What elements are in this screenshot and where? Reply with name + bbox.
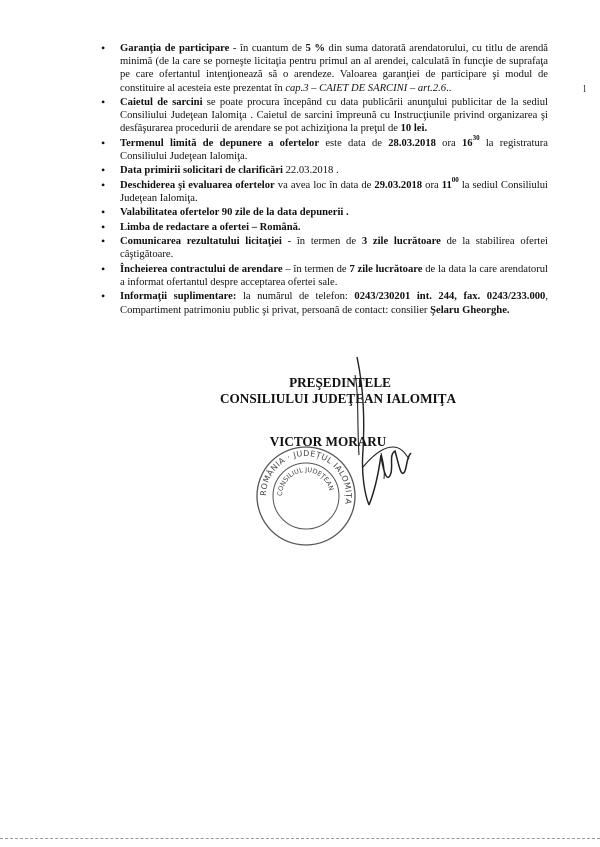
list-item-communication: • Comunicarea rezultatului licitaţiei - în termen de 3 zile lucrătoare de la stabilirea ofertei câştigătoare.: [98, 235, 548, 261]
margin-mark: l: [583, 84, 586, 95]
signatory-name: VICTOR MORARU: [269, 434, 387, 449]
list-item-opening: • Deschiderea şi evaluarea ofertelor va avea loc în data de 29.03.2018 ora $11^{00}$ la sediul Consiliului Judeţean Ialomiţa.: [98, 179, 548, 205]
list-item-language: • Limba de redactare a ofertei – Română.: [98, 221, 548, 234]
stamp-outer-text: ROMÂNIA · JUDEȚUL IALOMIȚA: [258, 448, 354, 506]
list-item-info: • Informaţii suplimentare: la numărul de telefon: 0243/230201 int. 244, fax. 0243/233.000, Compartiment patrimoniu public şi privat, persoană de contact: consilier Şelaru Gheorghe.: [98, 290, 548, 316]
handwritten-signature: [335, 355, 415, 510]
conditions-list: [98, 42, 548, 318]
page-bottom-divider: [0, 838, 600, 839]
stamp-inner-text: CONSILIUL JUDEȚEAN: [275, 465, 336, 497]
signatory-title-line2: CONSILIULUI JUDEŢEAN IALOMIŢA: [220, 391, 456, 406]
list-item-specs: • Caietul de sarcini se poate procura începând cu data publicării anunţului publicitar de la sediul Consiliului Judeţean Ialomiţa . Caietul de sarcini împreună cu Instrucţiunile privind organizarea şi desfăşurarea procedurii de arendare se pot achiziţiona la preţul de 10 lei.: [98, 96, 548, 136]
signatory-title-line1: PREŞEDINTELE: [289, 375, 391, 390]
list-item-clarifications: • Data primirii solicitari de clarificări 22.03.2018 .: [98, 164, 548, 177]
list-item-guarantee: • Garanţia de participare - în cuantum de 5 % din suma datorată arendatorului, cu titlu de arendă minimă (de la care se porneşte licitaţia pentru primul an al arendei, calculată în funcţie de suprafaţa pe care ofertantul intenţionează să o arendeze. Valoarea garanţiei de participare şi modul de constituire al acesteia este prezentat în cap.3 – CAIET DE SARCINI – art.2.6..: [98, 42, 548, 95]
list-item-deadline: • Termenul limită de depunere a ofertelor este data de 28.03.2018 ora $16^{30}$ la registratura Consiliului Judeţean Ialomiţa.: [98, 137, 548, 163]
list-item-validity: • Valabilitatea ofertelor 90 zile de la data depunerii .: [98, 206, 548, 219]
list-item-contract: • Încheierea contractului de arendare – în termen de 7 zile lucrătoare de la data la care arendatorul a informat ofertantul despre acceptarea ofertei sale.: [98, 263, 548, 289]
